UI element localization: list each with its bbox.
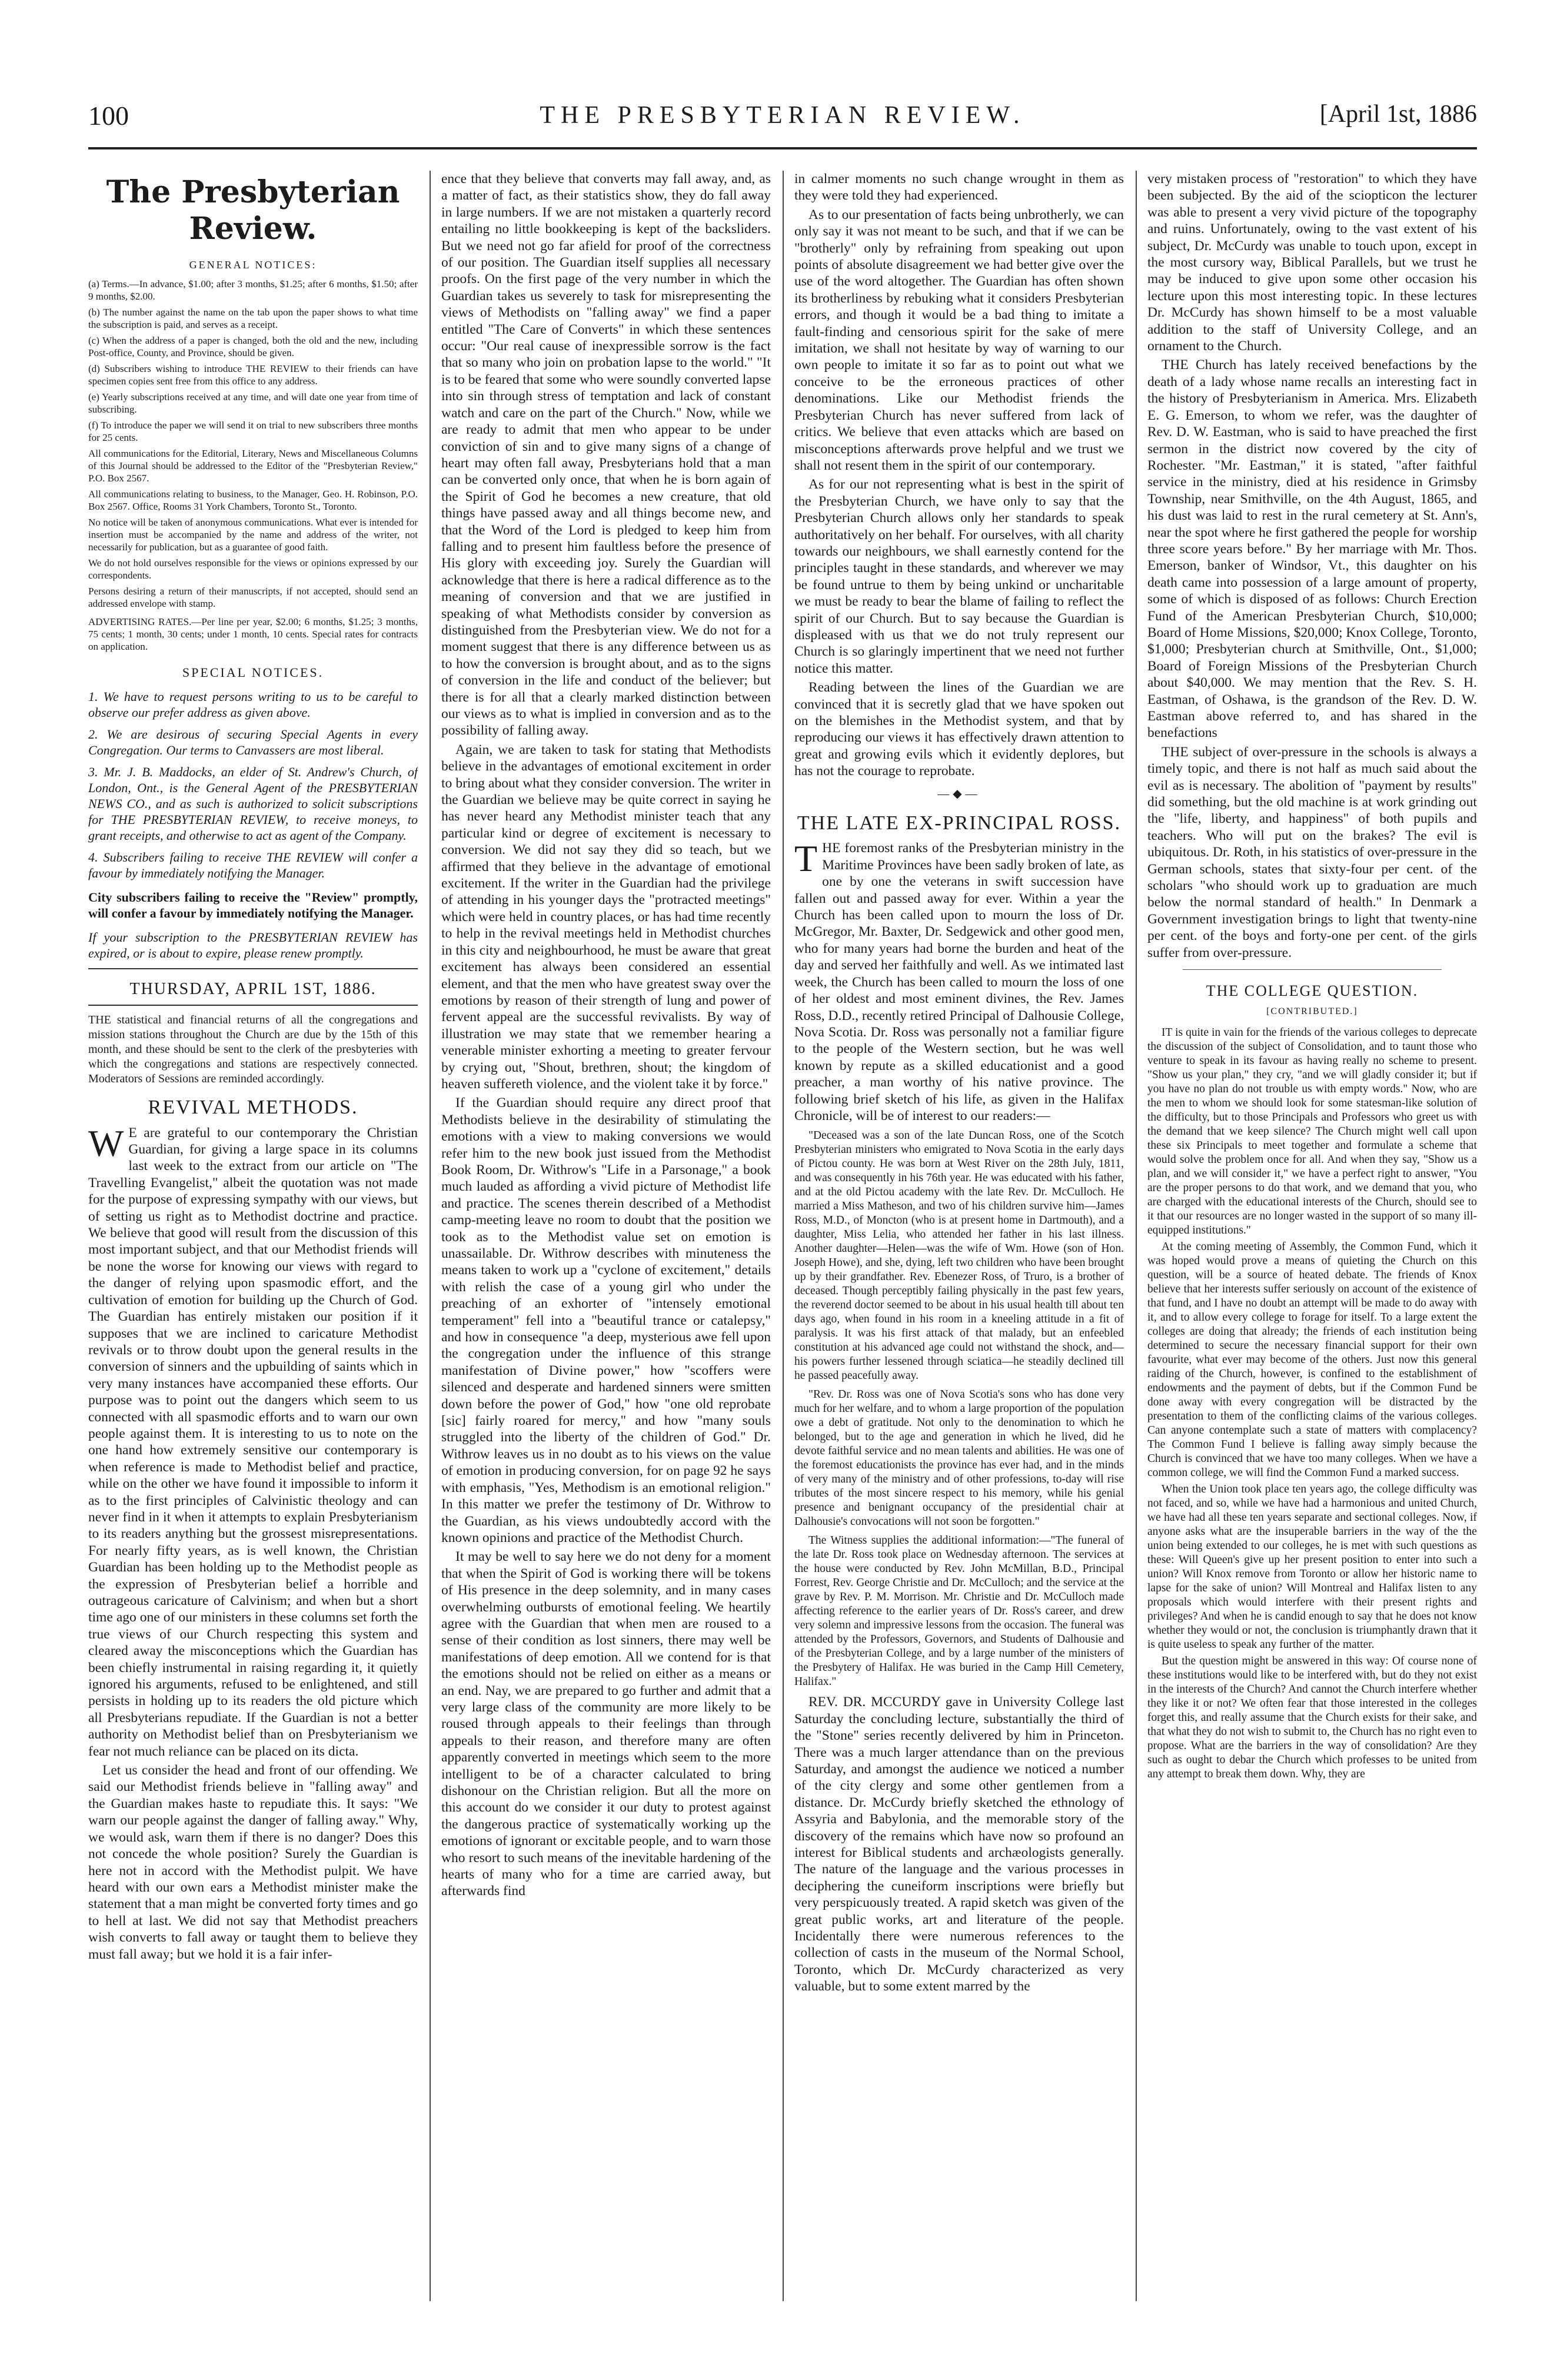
quoted-paragraph: "Deceased was a son of the late Duncan Ross, one of the Scotch Presbyterian ministers who emigrated to Nova Scotia in the early days of Pictou county. He was born at West River on the 28th July, 1811, and was consequently in his 76th year. He was educated with his father, and at the old Pictou academy with the late Rev. Dr. McCulloch. He married a Miss Matheson, and two of his children survive him—James Ross, M.D., of Moncton (who is at present home in Dartmouth), and a daughter, Miss Lelia, who attended her father in his last illness. Another daughter—Helen—was the wife of Wm. Howe (son of Hon. Joseph Howe), and she, dying, left two children who have been brought up by their grandfather. Rev. Ebenezer Ross, of Truro, is a brother of deceased. Though perceptibly failing physically in the past few years, the reverend doctor seemed to be about in his usual health till about ten days ago, when found in his room in a kneeling attitude in a fit of paralysis. It was his first attack of that malady, but an enfeebled constitution at his advanced age could not withstand the shock, and—his powers further lessened through sciatica—he steadily declined till he passed peacefully away. <box>794 1129 1124 1382</box>
special-notice: 4. Subscribers failing to receive THE REVIEW will confer a favour by immediately notifying the Manager. <box>88 849 418 880</box>
article-paragraph: When the Union took place ten years ago, the college difficulty was not faced, and so, while we have had a harmonious and united Church, we have had all these ten years separate and sectional colleges. Now, if anyone asks what are the insuperable barriers in the way of the the union being extended to our colleges, he is met with such questions as these: Will Queen's give up her present position to enter into such a union? Will Knox remove from Toronto or allow her historic name to lapse for the sake of union? Will Montreal and Halifax listen to any proposals which would interfere with their present rights and privileges? And when he is candid enough to say that he does not know whether they would or not, the conclusion is triumphantly drawn that it is quite useless to speak any further of the matter. <box>1147 1482 1477 1651</box>
notice-item: Persons desiring a return of their manuscripts, if not accepted, should send an addressed envelope with stamp. <box>88 586 418 610</box>
article-paragraph: very mistaken process of "restoration" to which they have been subjected. By the aid of the sciopticon the lecturer was able to present a very vivid picture of the topography and ruins. Unfortunately, owing to the vast extent of his subject, Dr. McCurdy was unable to touch upon, except in the most cursory way, Biblical Parallels, but we trust he may be induced to give upon some other occasion his lecture upon this most interesting topic. In these lectures Dr. McCurdy has shown himself to be a most valuable addition to the staff of University College, and an ornament to the Church. <box>1147 171 1477 354</box>
notice-item: (e) Yearly subscriptions received at any time, and will date one year from time of subscribing. <box>88 391 418 415</box>
college-question-headline: THE COLLEGE QUESTION. <box>1206 982 1419 1000</box>
notice-item: No notice will be taken of anonymous communications. What ever is intended for insertion must be accompanied by the name and address of the writer, not necessarily for publication, but as a guarantee of good faith. <box>88 517 418 553</box>
quoted-paragraph: "Rev. Dr. Ross was one of Nova Scotia's sons who has done very much for her welfare, and to whom a large proportion of the population owe a debt of gratitude. Not only to the denomination to which he belonged, but to the age and generation in which he lived, did he devote faithful service and no mean talents and abilities. He was one of the foremost educationists the province has ever had, and in the minds of very many of the ministry and of other professions, to-day will rise tributes of the most sincere respect to his memory, while his genial presence and benignant occupancy of the presidential chair at Dalhousie's convocations will not soon be forgotten." <box>794 1388 1124 1528</box>
article-paragraph: At the coming meeting of Assembly, the Common Fund, which it was hoped would prove a means of quieting the Church on this question, will be a source of heated debate. The friends of Knox believe that her interests suffer seriously on account of the existence of that fund, and I have no doubt an attempt will be made to do away with it, and to allow every college to forage for itself. To a large extent the colleges are doing that already; the friends of each institution being determined to secure the necessary financial support for their own favourite, what ever may become of the others. Just now this general raiding of the Church, however, is confined to the establishment of endowments and the payment of debts, but if the Common Fund be done away with every congregation will be distracted by the presentation to them of the conflicting claims of the various colleges. Can anyone contemplate such a state of matters with complacency? The Common Fund I believe is falling away simply because the Church is convinced that we have too many colleges. When we have a common college, we will find the Common Fund a marked success. <box>1147 1240 1477 1479</box>
ornament-divider: —◆— <box>937 787 981 800</box>
quoted-paragraph: The Witness supplies the additional information:—"The funeral of the late Dr. Ross took place on Wednesday afternoon. The services at the house were conducted by Rev. John McMillan, B.D., Principal Forrest, Rev. George Christie and Dr. McCulloch; and the service at the grave by Rev. P. M. Morrison. Mr. Christie and Dr. McCulloch made affecting reference to the earlier years of Dr. Ross's career, and drew very solemn and impressive lessons from the occasion. The funeral was attended by the Professors, Governors, and Students of Dalhousie and of the Presbyterian College, and by a large number of the ministers of the Presbytery of Halifax. He was buried in the Camp Hill Cemetery, Halifax." <box>794 1534 1124 1688</box>
special-notice: 1. We have to request persons writing to us to be careful to observe our prefer address as given above. <box>88 689 418 720</box>
divider <box>88 1005 418 1006</box>
notice-item: All communications relating to business, to the Manager, Geo. H. Robinson, P.O. Box 2567. Office, Rooms 31 York Chambers, Toronto St., Toronto. <box>88 488 418 513</box>
notice-item: We do not hold ourselves responsible for the views or opinions expressed by our correspondents. <box>88 557 418 581</box>
drop-cap: T <box>794 837 818 880</box>
article-paragraph: As to our presentation of facts being unbrotherly, we can only say it was not meant to be such, and that if we can be "brotherly" only by refraining from speaking out upon points of absolute disagreement we had better give over the use of the word altogether. The Guardian has often shown its brotherliness by rebuking what it considers Presbyterian errors, and though it would be a bad thing to imitate a fault-finding and censorious spirit for the sake of mere imitation, we shall not hesitate by way of warning to our own people to imitate it so far as to point out what we conceive to be the erroneous practices of other denominations. Like our Methodist friends the Presbyterian Church has never suffered from lack of critics. We believe that even attacks which are based on misconceptions afterwards prove helpful and we trust we shall not resent them in the spirit of our contemporary. <box>794 207 1124 473</box>
divider <box>88 968 418 969</box>
article-paragraph: It may be well to say here we do not deny for a moment that when the Spirit of God is working there will be tokens of His presence in the deep solemnity, and in many cases overwhelming outbursts of emotional feeling. We heartily agree with the Guardian that when men are roused to a sense of their condition as lost sinners, there may well be manifestations of deep emotion. All we contend for is that the emotions should not be relied on either as a means or an end. Nay, we are prepared to go further and admit that a very large class of the community are more likely to be roused through appeals to their feelings than through appeals to their reason, and therefore many are often apparently converted in meetings which seem to the more intelligent to be of a character calculated to bring dishonour on the Christian religion. But all the more on this account do we consider it our duty to protest against the dangerous practice of systematically working up the emotions of ignorant or excitable people, and to warn those who resort to such means of the inevitable hardening of the hearts of many who for a time are carried away, but afterwards find <box>441 1549 771 1899</box>
column-3 <box>794 171 1124 2301</box>
article-paragraph: Let us consider the head and front of our offending. We said our Methodist friends believe in "falling away" and the Guardian makes haste to repudiate this. It says: "We warn our people against the danger of falling away." Why, we would ask, warn them if there is no danger? Does this not concede the whole position? Surely the Guardian is here not in accord with the Methodist pulpit. We have heard with our own ears a Methodist minister make the statement that a man might be converted forty times and go to hell at last. We did not say that Methodist preachers wish converts to fall away or taught them to believe they must fall away; but we hold it is a fair infer- <box>88 1763 418 1962</box>
article-paragraph: Again, we are taken to task for stating that Methodists believe in the advantages of emotional excitement in order to bring about what they consider conversion. The writer in the Guardian we believe may be quite correct in saying he has never heard any Methodist minister teach that any particular kind or degree of excitement is necessary to conversion. We did not say they did so teach, but we affirmed that they believe in the advantage of emotional excitement. If the writer in the Guardian had the privilege of attending in his younger days the "protracted meetings" which were held in country places, or has had time recently to help in the revival meetings held in Methodist churches in this city and neighbourhood, he must be aware that great excitement has always been considered an essential element, and that the men who have greatest sway over the emotions by reason of their strength of lung and power of fervent appeal are the successful revivalists. By way of illustration we may state that we remember hearing a venerable minister exhorting a meeting to greater fervour by crying out, "Shout, brethren, shout; the kingdom of heaven suffereth violence, and the violent take it by force." <box>441 742 771 1092</box>
column-rule <box>783 171 784 2301</box>
special-notices-heading: SPECIAL NOTICES. <box>182 665 324 680</box>
notice-item: (f) To introduce the paper we will send it on trial to new subscribers three months for 25 cents. <box>88 420 418 444</box>
article-paragraph: If the Guardian should require any direct proof that Methodists believe in the desirability of stimulating the emotions with a view to making conversions we would refer him to the new book just issued from the Methodist Book Room, Dr. Withrow's "Life in a Parsonage," a book much lauded as affording a vivid picture of Methodist life and practice. The scenes therein described of a Methodist camp-meeting leave no room to doubt that the position we took as to the Methodist value set on emotion is unassailable. Dr. Withrow describes with minuteness the means taken to work up a "cyclone of excitement," details with relish the case of a young girl who under the preaching of an exhorter of "intensely emotional temperament" fell into a "beautiful trance or catalepsy," and how in consequence "a deep, mysterious awe fell upon the congregation under the influence of this strange manifestation of Divine power," how "scoffers were silenced and desperate and hardened sinners were smitten down before the power of God," how "one old reprobate [sic] fairly roared for mercy," and how "many souls struggled into the liberty of the children of God." Dr. Withrow leaves us in no doubt as to his views on the value of emotion in producing conversion, for on page 92 he says with emphasis, "Yes, Methodism is an emotional religion." In this matter we prefer the testimony of Dr. Withrow to the Guardian, as his views undoubtedly accord with the known opinions and practice of the Methodist Church. <box>441 1095 771 1545</box>
article-paragraph: THE foremost ranks of the Presbyterian ministry in the Maritime Provinces have been sadly broken of late, as one by one the veterans in swift succession have fallen out and passed away for ever. Within a year the Church has been called upon to mourn the loss of Dr. McGregor, Mr. Baxter, Dr. Sedgewick and other good men, who for many years had borne the burden and heat of the day and served her faithfully and well. As we intimated last week, the Church has been called to mourn the loss of one of her oldest and most eminent divines, the Rev. James Ross, D.D., recently retired Principal of Dalhousie College, Nova Scotia. Dr. Ross was personally not a familiar figure to the people of the Western section, but he was well known by repute as a skilled educationist and a good preacher, a man worthy of his native province. The following brief sketch of his life, as given in the Halifax Chronicle, will be of interest to our readers:— <box>794 837 1124 1123</box>
general-notices-heading: GENERAL NOTICES: <box>189 259 317 271</box>
drop-cap: W <box>88 1122 124 1164</box>
divider <box>1183 969 1442 970</box>
city-subscribers-note: City subscribers failing to receive the "Review" promptly, will confer a favour by immediately notifying the Manager. <box>88 889 418 920</box>
special-notice: 2. We are desirous of securing Special Agents in every Congregation. Our terms to Canvassers are most liberal. <box>88 726 418 757</box>
column-1 <box>88 171 418 2301</box>
article-paragraph: in calmer moments no such change wrought in them as they were told they had experienced. <box>794 171 1124 204</box>
issue-date: THURSDAY, APRIL 1ST, 1886. <box>129 979 377 998</box>
article-paragraph: REV. DR. MCCURDY gave in University College last Saturday the concluding lecture, substantially the third of the "Stone" series recently delivered by him in Princeton. There was a much larger attendance than on the previous Saturday, and amongst the audience we noticed a number of the city clergy and some other gentlemen from a distance. Dr. McCurdy briefly sketched the ethnology of Assyria and Babylonia, and the memorable story of the discovery of the remains which have now so profound an interest for Biblical students and archæologists generally. The nature of the language and the various processes in deciphering the cuneiform inscriptions were briefly but very perspicuously treated. A rapid sketch was given of the great public works, art and literature of the people. Incidentally there were numerous references to the collection of casts in the museum of the Normal School, Toronto, which Dr. McCurdy characterized as very valuable, but to some extent marred by the <box>794 1694 1124 1995</box>
notice-item: (c) When the address of a paper is changed, both the old and the new, including Post-office, County, and Province, should be given. <box>88 335 418 359</box>
publication-title: THE PRESBYTERIAN REVIEW. <box>540 102 1026 129</box>
article-paragraph: IT is quite in vain for the friends of the various colleges to deprecate the discussion of the subject of Consolidation, and to taunt those who venture to speak in its favour as having really no scheme to present. "Show us your plan," they cry, "and we will gladly consider it; but if you have no plan do not trouble us with empty words." Now, who are the men to whom we should look for some statesman-like solution of the difficulty, but to those Principals and Professors who greet us with the demand that we keep silence? The Church might well call upon these six Principals to meet together and formulate a scheme that would solve the problem once for all. And when they say, "Show us a plan, and we will consider it," we have a perfect right to answer, "You are the proper persons to do that work, and we demand that you, who are charged with the educational interests of the Church, should see to it that our resources are no longer wasted in the support of so many ill-equipped institutions." <box>1147 1026 1477 1236</box>
column-2 <box>441 171 771 2301</box>
newspaper-page <box>88 88 1477 2301</box>
article-paragraph: THE subject of over-pressure in the schools is always a timely topic, and there is not half as much said about the evil as is necessary. The abolition of "payment by results" did something, but the old machine is at work grinding out the "life, liberty, and happiness" of both pupils and teachers. Who will put on the brakes? The evil is ubiquitous. Dr. Roth, in his statistics of over-pressure in the German schools, states that sixty-four per cent. of the scholars "who should work up to graduation are much below the normal standard of health." In Denmark a Government investigation brings to light that twenty-nine per cent. of the boys and forty-one per cent. of the girls suffer from over-pressure. <box>1147 744 1477 960</box>
advertising-rates: ADVERTISING RATES.—Per line per year, $2.00; 6 months, $1.25; 3 months, 75 cents; 1 month, 30 cents; under 1 month, 10 cents. Special rates for contracts on application. <box>88 616 418 653</box>
notice-item: (b) The number against the name on the tab upon the paper shows to what time the subscription is paid, and serves as a receipt. <box>88 307 418 331</box>
column-rule <box>430 171 431 2301</box>
contributed-byline: [CONTRIBUTED.] <box>1266 1006 1358 1016</box>
revival-methods-headline: REVIVAL METHODS. <box>148 1096 358 1119</box>
notice-item: All communications for the Editorial, Literary, News and Miscellaneous Columns of this Journal should be addressed to the Editor of the "Presbyterian Review," P.O. Box 2567. <box>88 448 418 484</box>
special-notice: 3. Mr. J. B. Maddocks, an elder of St. Andrew's Church, of London, Ont., is the General Agent of the PRESBYTERIAN NEWS CO., and as such is authorized to solicit subscriptions for THE PRESBYTERIAN REVIEW, to receive moneys, to grant receipts, and otherwise to act as agent of the Company. <box>88 764 418 843</box>
article-paragraph: As for our not representing what is best in the spirit of the Presbyterian Church, we have only to say that the Presbyterian Church allows only her standards to speak authoritatively on her behalf. For ourselves, with all charity towards our neighbours, we shall earnestly contend for the principles taught in these standards, and wherever we may be found untrue to them by being unkind or uncharitable we must be ready to bear the blame of failing to reflect the spirit of our Church. But to say because the Guardian is displeased with us that we do not truly represent our Church is so glaringly impertinent that we need not further notice this matter. <box>794 477 1124 676</box>
article-paragraph: ence that they believe that converts may fall away, and, as a matter of fact, as their statistics show, they do fall away in large numbers. If we are not mistaken a quarterly record entailing no little bookkeeping is kept of the backsliders. But we need not go far afield for proof of the correctness of our position. The Guardian itself supplies all necessary proofs. On the first page of the very number in which the Guardian takes us severely to task for misrepresenting the views of Methodists on "falling away" we find a paper entitled "The Care of Converts" in which these sentences occur: "Our real cause of inexpressible sorrow is the fact that so many who join on probation lapse to the world." "It is to be feared that some who were soundly converted lapse into sin through stress of temptation and lack of constant watch and care on the part of the Church." Now, while we are ready to admit that men who appear to be under conviction of sin and to give many signs of a change of heart may often fall away, Presbyterians hold that a man can be converted only once, that when he is born again of the Spirit of God he becomes a new creature, that old things have passed away and all things become new, and that the Word of the Lord is pledged to keep him from falling and to present him faultless before the presence of His glory with exceeding joy. Surely the Guardian will acknowledge that there is here a radical difference as to the meaning of conversion and that we are justified in speaking of what Methodists consider by conversion as distinguished from the Presbyterian view. We do not for a moment suggest that there is any difference between us as to how the conversion is brought about, and as to the signs of conversion in the life and conduct of the believer; but there is for all that a clearly marked distinction between our views as to what is implied in conversion and as to the possibility of falling away. <box>441 171 771 739</box>
running-header <box>88 88 1477 135</box>
notice-item: (a) Terms.—In advance, $1.00; after 3 months, $1.25; after 6 months, $1.50; after 9 months, $2.00. <box>88 278 418 303</box>
statistical-notice: THE statistical and financial returns of all the congregations and mission stations throughout the Church are due by the 15th of this month, and these should be sent to the clerk of the presbyteries with which the congregations and stations are respectively connected. Moderators of Sessions are reminded accordingly. <box>88 1013 418 1086</box>
header-rule <box>88 147 1477 149</box>
article-paragraph: W E are grateful to our contemporary the Christian Guardian, for giving a large space in its columns last week to the extract from our article on "The Travelling Evangelist," albeit the quotation was not made for the purpose of expressing sympathy with our views, but of setting us right as to Methodist doctrine and practice. We believe that good will result from the discussion of this most important subject, and that our Methodist friends will be none the worse for knowing our views with regard to the danger of relying upon spasmodic effort, and the cultivation of emotion for building up the Church of God. The Guardian has entirely mistaken our position if it supposes that we are inclined to caricature Methodist revivals or to throw doubt upon the general results in the conversion of sinners and the upbuilding of saints which in very many instances have accompanied these efforts. Our purpose was to point out the dangers which seem to us connected with all spasmodic efforts and to warn our own people against them. It is interesting to us to note on the one hand how extremely sensitive our contemporary is when reference is made to Methodist belief and practice, while on the other we have found it impossible to inform it as to the first principles of Calvinistic theology and can never find in it when it attempts to explain Presbyterianism to its readers anything but the grossest misrepresentations. For nearly fifty years, as is well known, the Christian Guardian has been holding up to the Methodist people as the expression of Presbyterian belief a horrible and outrageous caricature of Calvinism; and when but a short time ago one of our ministers in these columns set forth the true views of our Church respecting this system and cleared away the misconceptions which the Guardian has been chiefly instrumental in raising regarding it, it quietly ignored his arguments, refused to be enlightened, and still persists in holding up to its readers the old picture which all Presbyterians repudiate. If the Guardian is not a better authority on Methodist belief than on Presbyterianism we fear not much reliance can be placed on its dicta. <box>88 1122 418 1759</box>
notice-item: (d) Subscribers wishing to introduce THE REVIEW to their friends can have specimen copies sent free from this office to any address. <box>88 363 418 387</box>
article-paragraph: Reading between the lines of the Guardian we are convinced that it is secretly glad that we have spoken out on the blemishes in the Methodist system, and that by reproducing our views it has effectively drawn attention to great and growing evils which it evidently deplores, but has not the courage to reprobate. <box>794 680 1124 779</box>
masthead: The Presbyterian Review. <box>106 174 400 247</box>
article-paragraph: But the question might be answered in this way: Of course none of these institutions would like to be interfered with, but do they not exist in the interests of the Church? And cannot the Church interfere whether they like it or not? We often fear that those interested in the colleges forget this, and really assume that the Church exists for their sake, and that what they do not wish to submit to, the Church has no right even to propose. What are the barriers in the way of consolidation? Are they such as ought to debar the Church which professes to be united from any attempt to break them down. Why, they are <box>1147 1654 1477 1780</box>
column-4 <box>1147 171 1477 2301</box>
column-rule <box>1136 171 1137 2301</box>
header-date: [April 1st, 1886 <box>1319 101 1477 128</box>
ross-headline: THE LATE EX-PRINCIPAL ROSS. <box>797 812 1122 835</box>
expire-note: If your subscription to the PRESBYTERIAN REVIEW has expired, or is about to expire, please renew promptly. <box>88 929 418 960</box>
page-number: 100 <box>88 101 129 131</box>
article-paragraph: THE Church has lately received benefactions by the death of a lady whose name recalls an interesting fact in the history of Presbyterianism in America. Mrs. Elizabeth E. G. Emerson, to whom we refer, was the daughter of Rev. D. W. Eastman, who is said to have preached the first sermon in the district now covered by the city of Rochester. "Mr. Eastman," it is stated, "after faithful service in the ministry, died at his residence in Grimsby Township, near Smithville, on the 4th August, 1865, and his dust was laid to rest in the rural cemetery at St. Ann's, near the spot where he first gathered the people for worship three score years before." By her marriage with Mr. Thos. Emerson, banker of Windsor, Vt., this daughter on his death came into possession of a large amount of property, some of which is disposed of as follows: Church Erection Fund of the American Presbyterian Church, $10,000; Board of Home Missions, $20,000; Knox College, Toronto, $1,000; Presbyterian church at Smithville, Ont., $1,000; Board of Foreign Missions of the Presbyterian Church about $40,000. We may mention that the Rev. S. H. Eastman, of Oshawa, is the grandson of the Rev. D. W. Eastman above referred to, and has shared in the benefactions <box>1147 357 1477 741</box>
